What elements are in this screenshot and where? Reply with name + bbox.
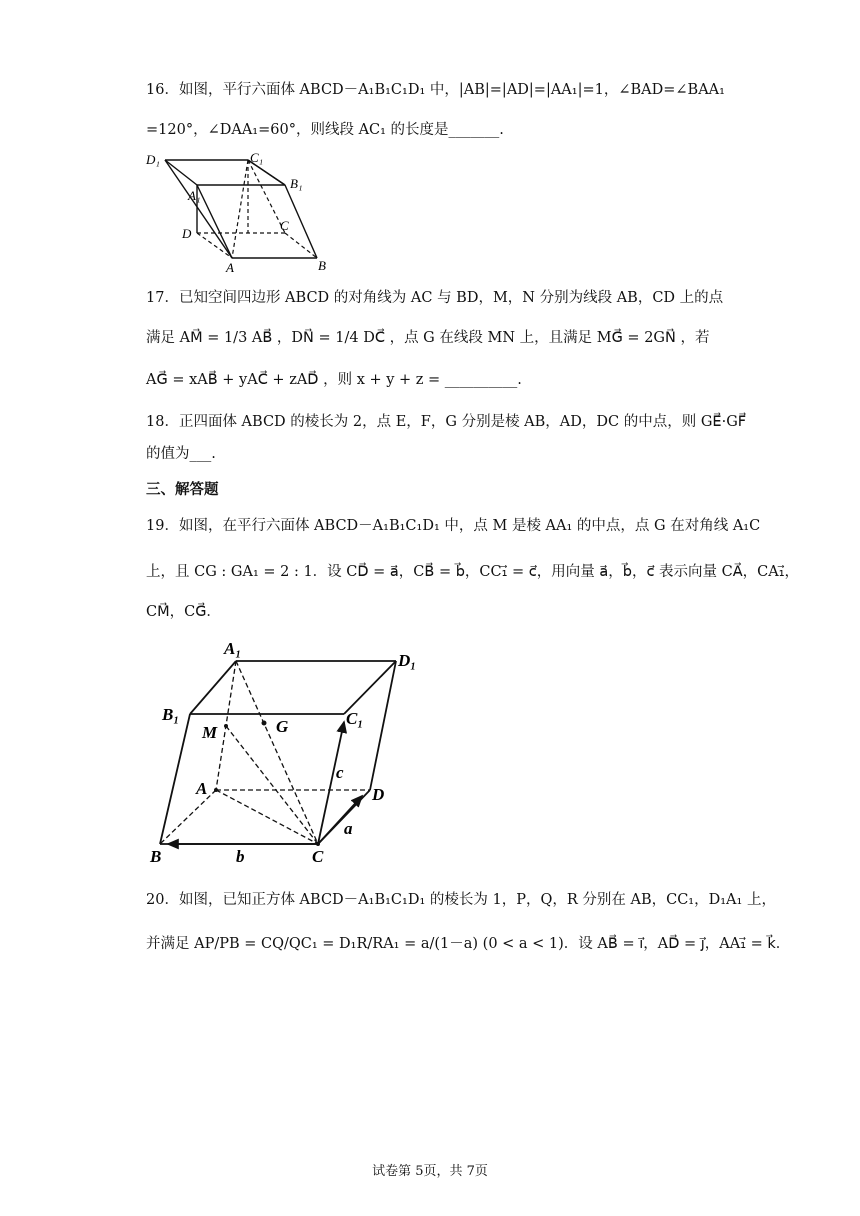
q19-vector-a: a⃗ — [344, 819, 366, 838]
q16-label-b: B — [318, 258, 326, 273]
q19-label-b: B — [150, 847, 162, 866]
q19-label-g: G — [276, 717, 289, 736]
q16-label-b1: B₁ — [290, 176, 303, 191]
q16-label-c1: C₁ — [250, 150, 264, 165]
page-footer: 试卷第 5页，共 7页 — [372, 1164, 488, 1179]
q17-line-1: 17．已知空间四边形 ABCD 的对角线为 AC 与 BD，M，N 分别为线段 AB，CD 上的点 — [146, 290, 724, 306]
q16-label-d: D — [182, 226, 192, 241]
section-heading: 三、解答题 — [146, 482, 219, 498]
q19-vector-b: b⃗ — [236, 847, 258, 866]
q16-parallelepiped-figure — [140, 148, 340, 278]
q19-line-3: CM⃗，CG⃗． — [146, 604, 221, 620]
q19-label-d1: D₁ — [398, 651, 417, 670]
q17-line-3: AG⃗ = xAB⃗ + yAC⃗ + zAD⃗ ，则 x + y + z = __________. — [146, 372, 522, 388]
q19-label-a1: A₁ — [224, 639, 242, 658]
q19-line-2: 上，且 CG : GA₁ = 2 : 1．设 CD⃗ = a⃗，CB⃗ = b⃗，CC₁⃗ = c⃗，用向量 a⃗，b⃗，c⃗ 表示向量 CA⃗，CA₁⃗， — [146, 564, 800, 580]
q18-line-2: 的值为___. — [146, 446, 216, 462]
q19-label-d: D — [372, 785, 385, 804]
q20-line-1: 20．如图，已知正方体 ABCD－A₁B₁C₁D₁ 的棱长为 1，P，Q，R 分别在 AB，CC₁，D₁A₁ 上， — [146, 892, 776, 908]
q19-parallelepiped-figure — [140, 632, 440, 872]
q16-line-1: 16．如图，平行六面体 ABCD－A₁B₁C₁D₁ 中，|AB|=|AD|=|AA₁|=1，∠BAD=∠BAA₁ — [146, 82, 725, 98]
q20-line-2: 并满足 AP/PB = CQ/QC₁ = D₁R/RA₁ = a/(1－a) (0 < a < 1)．设 AB⃗ = i⃗，AD⃗ = j⃗，AA₁⃗ = k⃗． — [146, 936, 791, 952]
q16-label-d1: D₁ — [146, 152, 160, 167]
q16-label-c: C — [280, 218, 289, 233]
q18-line-1: 18．正四面体 ABCD 的棱长为 2，点 E，F，G 分别是棱 AB，AD，DC 的中点，则 GE⃗·GF⃗ — [146, 414, 747, 430]
q19-vector-c: c⃗ — [336, 763, 357, 782]
q16-label-a: A — [226, 260, 234, 275]
q16-label-a1: A₁ — [188, 188, 201, 203]
q19-label-c: C — [312, 847, 324, 866]
q16-line-2: =120°，∠DAA₁=60°，则线段 AC₁ 的长度是_______. — [146, 122, 504, 138]
q19-label-a: A — [196, 779, 208, 798]
q17-line-2: 满足 AM⃗ = 1/3 AB⃗ ，DN⃗ = 1/4 DC⃗ ，点 G 在线段 MN 上，且满足 MG⃗ = 2GN⃗ ，若 — [146, 330, 710, 346]
q19-label-c1: C₁ — [346, 709, 364, 728]
q19-line-1: 19．如图，在平行六面体 ABCD－A₁B₁C₁D₁ 中，点 M 是棱 AA₁ 的中点，点 G 在对角线 A₁C — [146, 518, 761, 534]
q19-label-m: M — [202, 723, 218, 742]
q19-label-b1: B₁ — [162, 705, 180, 724]
